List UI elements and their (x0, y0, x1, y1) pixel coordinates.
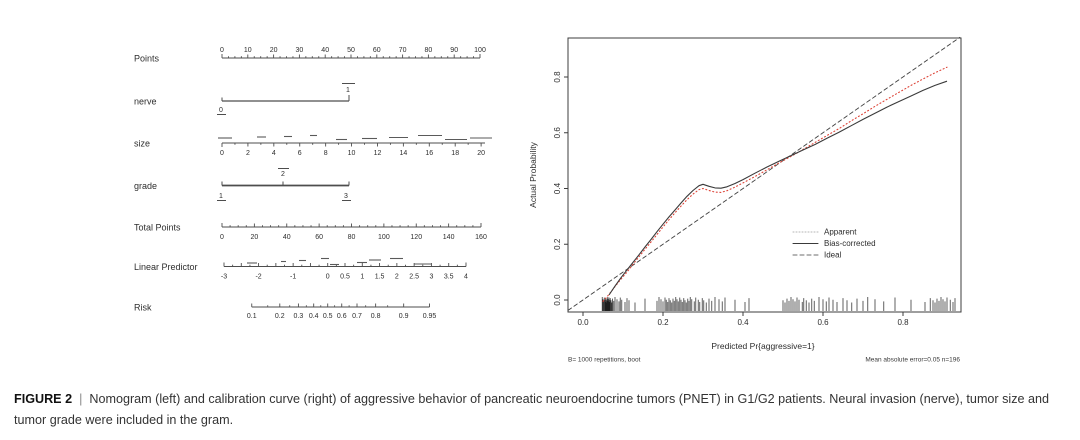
y-tick-label: 0.8 (553, 71, 562, 83)
category-label: 1 (219, 193, 223, 200)
axis-tick-label: 90 (450, 47, 459, 54)
legend-label: Apparent (824, 227, 857, 237)
axis-tick-label: 40 (321, 47, 330, 54)
axis-tick-label: 10 (347, 150, 356, 157)
axis-tick-label: 14 (399, 150, 408, 157)
y-axis-title: Actual Probability (528, 142, 538, 208)
axis-tick-label: 18 (451, 150, 460, 157)
axis-tick-label: 3.5 (443, 273, 454, 281)
axis-tick-label: 0.5 (322, 313, 333, 320)
axis-tick-label: 100 (474, 47, 486, 54)
axis-tick-label: 4 (271, 150, 276, 157)
series-apparent (603, 67, 947, 301)
calibration-panel (528, 37, 961, 363)
axis-tick-label: 20 (269, 47, 278, 54)
row-label: Points (134, 53, 160, 64)
figure-caption (14, 389, 1066, 431)
figure-caption-label: FIGURE 2 (14, 392, 73, 406)
axis-tick-label: 1.5 (374, 273, 385, 281)
axis-tick-label: 2 (394, 273, 399, 281)
legend-label: Bias-corrected (824, 239, 876, 248)
axis-tick-label: 1 (360, 273, 365, 281)
series-bias-corrected (609, 81, 947, 295)
nomogram-row-nerve (134, 84, 355, 115)
axis-tick-label: 0.4 (308, 313, 319, 320)
axis-tick-label: 80 (424, 47, 433, 54)
nomogram-row-points (134, 47, 486, 64)
error-annotation: Mean absolute error=0.05 n=196 (865, 356, 960, 364)
nomogram-row-size (134, 136, 492, 158)
axis-tick-label: 0 (220, 47, 224, 54)
axis-tick-label: 8 (323, 150, 328, 157)
axis-tick-label: 16 (425, 150, 434, 157)
axis-tick-label: 40 (282, 234, 291, 241)
axis-tick-label: 10 (243, 47, 252, 54)
legend (793, 228, 876, 260)
category-label: 3 (344, 193, 348, 200)
x-axis (577, 312, 909, 327)
axis-tick-label: 2.5 (409, 273, 420, 281)
axis-tick-label: 160 (475, 234, 487, 241)
axis-tick-label: 0.95 (422, 313, 437, 320)
x-tick-label: 0.0 (577, 318, 589, 327)
axis-tick-label: 2 (245, 150, 250, 157)
axis-tick-label: 140 (442, 234, 455, 241)
plot-box (568, 38, 961, 312)
axis-tick-label: 20 (477, 150, 486, 157)
axis-tick-label: 0.8 (370, 313, 381, 320)
x-tick-label: 0.6 (817, 318, 829, 327)
nomogram-row-linear-predictor (134, 259, 468, 281)
axis-tick-label: 60 (372, 47, 381, 54)
x-tick-label: 0.4 (737, 318, 749, 327)
axis-tick-label: 4 (464, 273, 468, 281)
axis-tick-label: -2 (255, 273, 262, 281)
y-tick-label: 0.2 (553, 238, 562, 250)
axis-tick-label: 0.5 (340, 273, 350, 281)
axis-tick-label: 3 (429, 273, 434, 281)
axis-tick-label: 50 (347, 47, 355, 54)
category-label: 0 (219, 107, 223, 114)
nomogram-row-grade (134, 169, 351, 201)
y-tick-label: 0.0 (553, 294, 562, 306)
y-tick-label: 0.4 (553, 182, 562, 195)
y-tick-label: 0.6 (553, 127, 562, 139)
category-label: 2 (281, 171, 285, 178)
figure-caption-text: Nomogram (left) and calibration curve (right) of aggressive behavior of pancreatic neuroendocrine tumors (PNET) in G1/G2 patients. Neural invasion (nerve), tumor size and tumor grade were included in the gram. (14, 392, 1050, 427)
axis-tick-label: 0.2 (274, 313, 285, 320)
axis-tick-label: 0 (220, 234, 224, 241)
axis-tick-label: 0.3 (293, 313, 304, 320)
x-tick-label: 0.2 (657, 318, 669, 327)
axis-tick-label: -1 (290, 273, 297, 281)
axis-tick-label: 30 (295, 47, 304, 54)
figure-caption-separator: | (79, 392, 83, 406)
x-axis-title: Predicted Pr{aggressive=1} (711, 341, 815, 351)
axis-tick-label: 0.6 (336, 313, 347, 320)
axis-tick-label: 60 (315, 234, 324, 241)
row-label: grade (134, 181, 158, 191)
legend-label: Ideal (824, 250, 842, 260)
axis-tick-label: 100 (378, 234, 390, 241)
y-axis (553, 71, 568, 306)
axis-tick-label: 0.7 (352, 313, 362, 320)
row-label: Linear Predictor (134, 262, 198, 272)
category-label: 1 (346, 87, 350, 94)
bootstrap-annotation: B= 1000 repetitions, boot (568, 356, 641, 364)
row-label: Risk (134, 302, 152, 313)
rug-plot (602, 297, 955, 311)
axis-tick-label: 0.9 (398, 313, 409, 320)
axis-tick-label: -3 (220, 273, 228, 281)
axis-tick-label: 0 (325, 273, 330, 281)
axis-tick-label: 6 (297, 150, 302, 157)
axis-tick-label: 0 (220, 150, 224, 157)
row-label: Total Points (134, 222, 181, 233)
x-tick-label: 0.8 (897, 318, 909, 327)
nomogram-row-risk (134, 303, 436, 321)
axis-tick-label: 70 (398, 47, 407, 54)
row-label: size (134, 138, 151, 149)
axis-tick-label: 12 (373, 150, 382, 157)
axis-tick-label: 20 (250, 234, 259, 241)
axis-tick-label: 0.1 (246, 313, 257, 320)
row-label: nerve (134, 96, 157, 107)
nomogram-panel (134, 47, 492, 320)
nomogram-row-total-points (134, 223, 487, 242)
axis-tick-label: 80 (347, 234, 356, 241)
axis-tick-label: 120 (410, 234, 423, 241)
